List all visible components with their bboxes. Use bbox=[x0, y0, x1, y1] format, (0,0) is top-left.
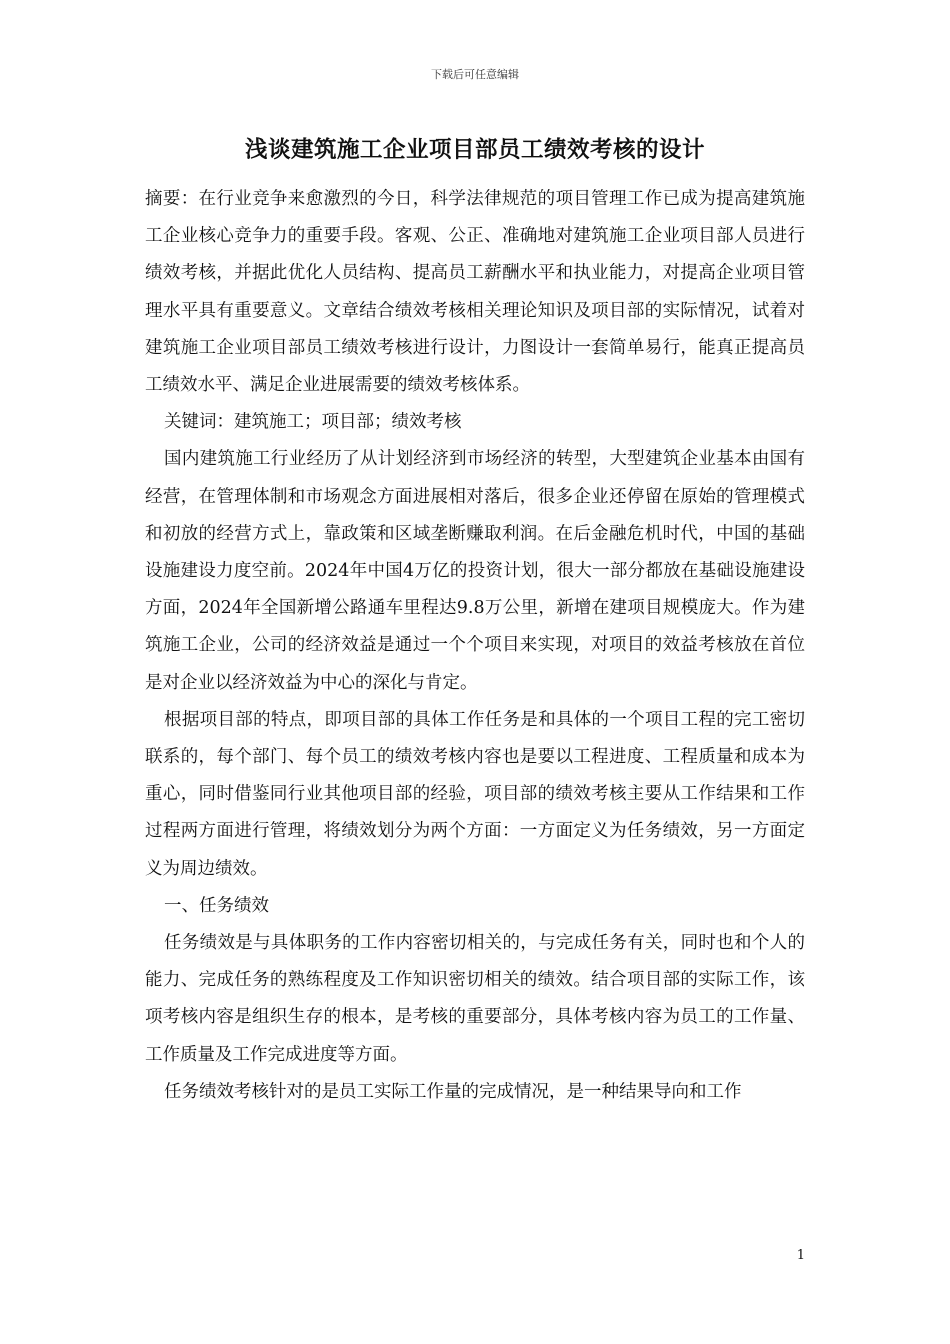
page-number: 1 bbox=[796, 1248, 805, 1263]
body-paragraph: 根据项目部的特点，即项目部的具体工作任务是和具体的一个项目工程的完工密切联系的，每个部门、每个员工的绩效考核内容也是要以工程进度、工程质量和成本为重心，同时借鉴同行业其他项目部的经验，项目部的绩效考核主要从工作结果和工作过程两方面进行管理，将绩效划分为两个方面：一方面定义为任务绩效，另一方面定义为周边绩效。 bbox=[145, 709, 805, 879]
body-paragraph: 国内建筑施工行业经历了从计划经济到市场经济的转型，大型建筑企业基本由国有经营，在管理体制和市场观念方面进展相对落后，很多企业还停留在原始的管理模式和初放的经营方式上，靠政策和区域垄断赚取利润。在后金融危机时代，中国的基础设施建设力度空前。2024年中国4万亿的投资计划，很大一部分都放在基础设施建设方面，2024年全国新增公路通车里程达9.8万公里，新增在建项目规模庞大。作为建筑施工企业，公司的经济效益是通过一个个项目来实现，对项目的效益考核放在首位是对企业以经济效益为中心的深化与肯定。 bbox=[145, 449, 805, 693]
document-body bbox=[145, 181, 805, 1111]
keywords-paragraph: 关键词：建筑施工；项目部；绩效考核 bbox=[164, 412, 462, 433]
section-heading: 一、任务绩效 bbox=[164, 895, 269, 916]
body-paragraph: 任务绩效是与具体职务的工作内容密切相关的，与完成任务有关，同时也和个人的能力、完成任务的熟练程度及工作知识密切相关的绩效。结合项目部的实际工作，该项考核内容是组织生存的根本，是考核的重要部分，具体考核内容为员工的工作量、工作质量及工作完成进度等方面。 bbox=[145, 933, 805, 1065]
document-title: 浅谈建筑施工企业项目部员工绩效考核的设计 bbox=[244, 137, 705, 163]
page-header-note: 下载后可任意编辑 bbox=[431, 68, 519, 81]
abstract-paragraph: 摘要：在行业竞争来愈激烈的今日，科学法律规范的项目管理工作已成为提高建筑施工企业核心竞争力的重要手段。客观、公正、准确地对建筑施工企业项目部人员进行绩效考核，并据此优化人员结构、提高员工薪酬水平和执业能力，对提高企业项目管理水平具有重要意义。文章结合绩效考核相关理论知识及项目部的实际情况，试着对建筑施工企业项目部员工绩效考核进行设计，力图设计一套简单易行，能真正提高员工绩效水平、满足企业进展需要的绩效考核体系。 bbox=[145, 189, 805, 396]
body-paragraph: 任务绩效考核针对的是员工实际工作量的完成情况，是一种结果导向和工作 bbox=[164, 1081, 742, 1102]
